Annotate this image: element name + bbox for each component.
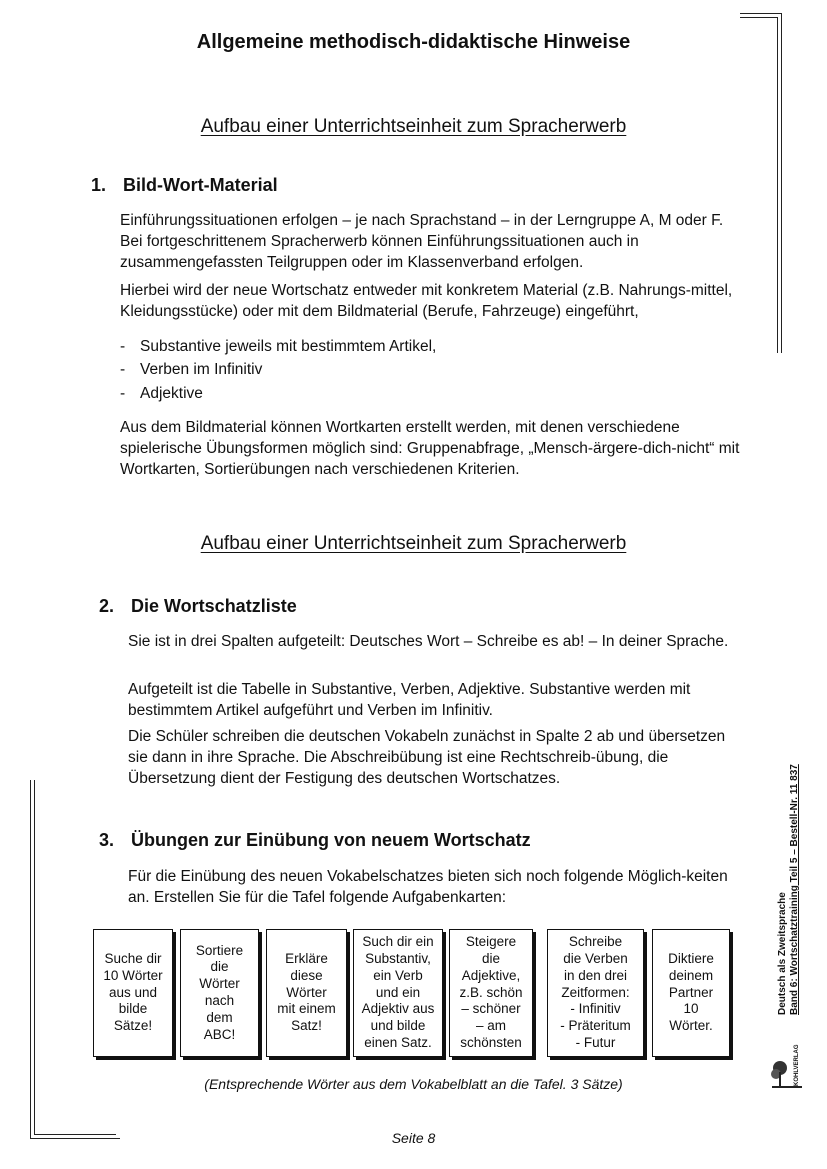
section2-paragraph-3: Die Schüler schreiben die deutschen Vokabeln zunächst in Spalte 2 ab und übersetzen sie dann in ihre Sprache. Die Abschreibübung ist eine Rechtschreib-übung, die Übersetzung dient der Festigung des deutschen Wortschatzes.: [128, 728, 726, 787]
task-card-text: Suche dir 10 Wörter aus und bilde Sätze!: [103, 951, 163, 1034]
bullet-marker: -: [120, 385, 126, 402]
task-card: [353, 929, 443, 1057]
section2-paragraph-1: Sie ist in drei Spalten aufgeteilt: Deutsches Wort – Schreibe es ab! – In deiner Sprache.: [128, 633, 729, 650]
section1-heading: Bild-Wort-Material: [123, 175, 278, 195]
page-number: Seite 8: [391, 1130, 436, 1146]
publisher-name: KOHLVERLAG: [794, 1044, 800, 1086]
task-card: [652, 929, 730, 1057]
cards-caption: (Entsprechende Wörter aus dem Vokabelblatt an die Tafel. 3 Sätze): [204, 1076, 623, 1092]
publisher-logo: [770, 1044, 806, 1094]
task-card: [449, 929, 533, 1057]
section-header-2: Aufbau einer Unterrichtseinheit zum Spracherwerb: [200, 533, 627, 554]
section2-number: 2.: [99, 596, 115, 616]
publisher-imprint: [775, 755, 811, 1045]
bullet-item: [120, 359, 262, 380]
section1-paragraph-2: Hierbei wird der neue Wortschatz entweder mit konkretem Material (z.B. Nahrungs-mittel, Kleidungsstücke) oder mit dem Bildmaterial (Berufe, Fahrzeuge) eingeführt,: [120, 282, 733, 320]
task-card: [266, 929, 347, 1057]
frame-line-right-v2: [777, 17, 778, 353]
task-card: [547, 929, 644, 1057]
section3-number: 3.: [99, 830, 115, 850]
bullet-item: [120, 336, 436, 357]
imprint-line-1: Deutsch als Zweitsprache: [777, 892, 788, 1015]
task-card: [93, 929, 173, 1057]
tree-logo-icon: [770, 1050, 806, 1094]
section3-heading: Übungen zur Einübung von neuem Wortschatz: [131, 830, 531, 850]
bullet-item: [120, 383, 203, 404]
bullet-text: Verben im Infinitiv: [140, 361, 263, 378]
task-card-text: Diktiere deinem Partner 10 Wörter.: [668, 951, 714, 1034]
section1-number: 1.: [91, 175, 107, 195]
frame-line-top-right-h: [740, 13, 782, 14]
task-card-text: Erkläre diese Wörter mit einem Satz!: [277, 951, 336, 1034]
task-card: [180, 929, 259, 1057]
frame-line-right-v: [781, 13, 782, 353]
section1-paragraph-1: Einführungssituationen erfolgen – je nach Sprachstand – in der Lerngruppe A, M oder F. Bei fortgeschrittenem Spracherwerb können Einführungssituationen auch in zusammengefassten Teilgruppen oder im Klassenverband erfolgen.: [120, 212, 724, 271]
task-card-text: Steigere die Adjektive, z.B. schön – schöner – am schönsten: [459, 934, 523, 1050]
task-card-text: Schreibe die Verben in den drei Zeitformen: - Infinitiv - Präteritum - Futur: [560, 934, 631, 1050]
task-cards: [93, 929, 733, 1061]
section-header-1: Aufbau einer Unterrichtseinheit zum Spracherwerb: [200, 116, 627, 137]
imprint-line-2: Band 6: Wortschatztraining Teil 5 – Bestell-Nr. 11 837: [789, 764, 800, 1015]
section2-heading: Die Wortschatzliste: [131, 596, 297, 616]
task-card-text: Such dir ein Substantiv, ein Verb und ein Adjektiv aus und bilde einen Satz.: [361, 934, 435, 1050]
bullet-text: Adjektive: [140, 385, 203, 402]
section1-paragraph-3: Aus dem Bildmaterial können Wortkarten erstellt werden, mit denen verschiedene spielerische Übungsformen möglich sind: Gruppenabfrage, „Mensch-ärgere-dich-nicht“ mit Wortkarten, Sortierübungen nach verschiedenen Kriterien.: [120, 419, 740, 478]
page-title: Allgemeine methodisch-didaktische Hinweise: [196, 31, 631, 53]
bullet-marker: -: [120, 361, 126, 378]
bullet-text: Substantive jeweils mit bestimmtem Artikel,: [140, 338, 437, 355]
task-card-text: Sortiere die Wörter nach dem ABC!: [195, 942, 244, 1042]
section2-paragraph-2: Aufgeteilt ist die Tabelle in Substantive, Verben, Adjektive. Substantive werden mit bestimmtem Artikel aufgeführt und Verben im Infinitiv.: [128, 681, 691, 719]
section3-paragraph-1: Für die Einübung des neuen Vokabelschatzes bieten sich noch folgende Möglich-keiten an. Erstellen Sie für die Tafel folgende Aufgabenkarten:: [128, 868, 728, 906]
bullet-marker: -: [120, 338, 126, 355]
frame-line-top-right-h2: [740, 17, 778, 18]
